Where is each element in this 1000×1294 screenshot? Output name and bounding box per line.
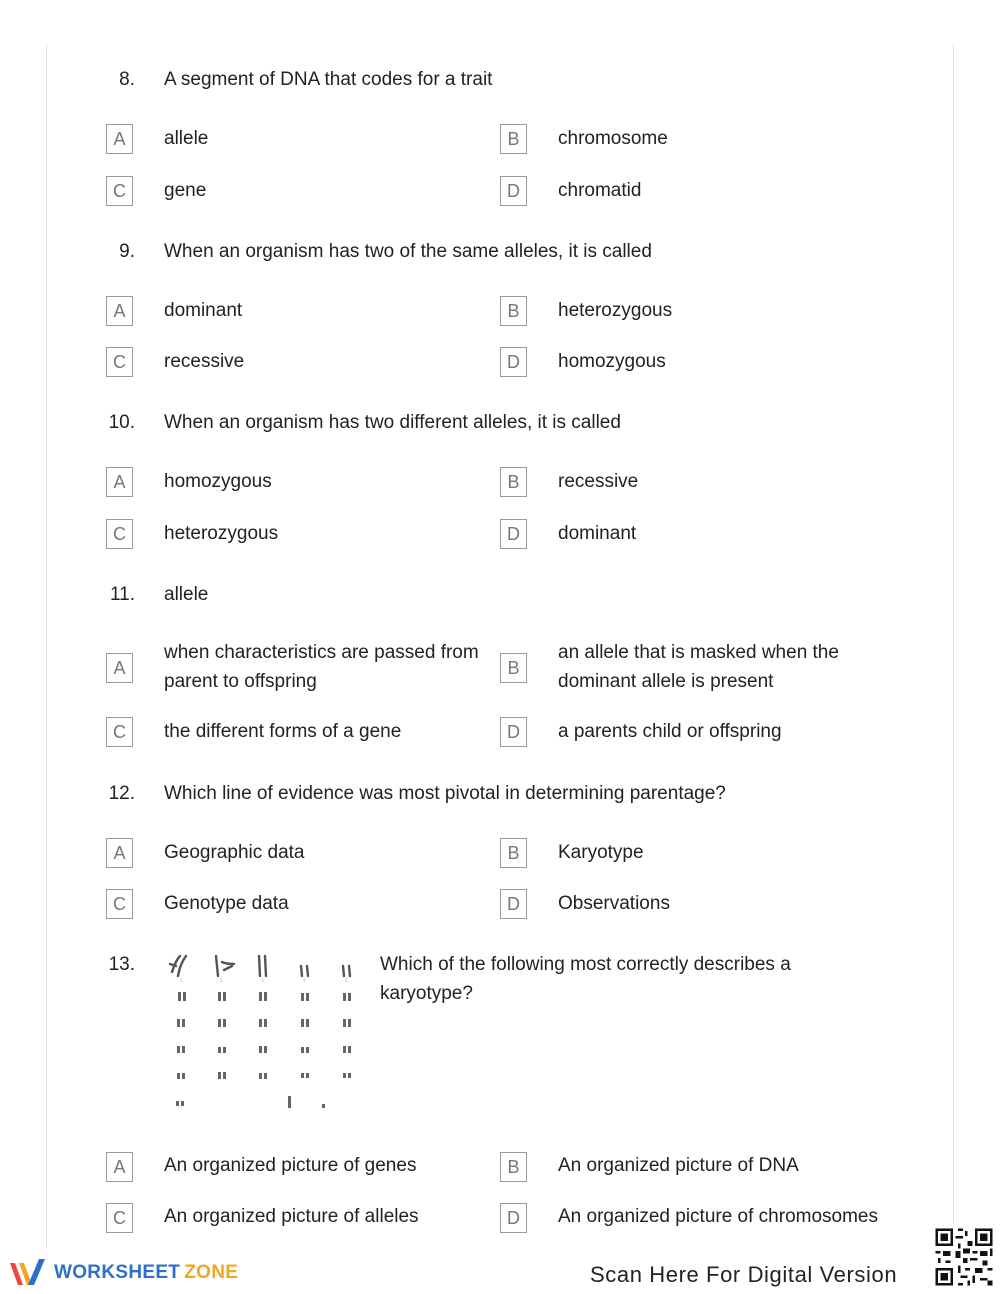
question-number: 8.: [119, 69, 135, 90]
option-c-box[interactable]: C: [106, 1203, 133, 1233]
option-d-box[interactable]: D: [500, 889, 527, 919]
qr-code-icon[interactable]: [933, 1226, 995, 1288]
option-b-box[interactable]: B: [500, 1152, 527, 1182]
question-text: When an organism has two of the same alleles, it is called: [164, 241, 652, 262]
option-c-text: An organized picture of alleles: [164, 1206, 419, 1227]
option-d-box[interactable]: D: [500, 519, 527, 549]
option-d-text: a parents child or offspring: [558, 721, 782, 742]
question-text: Which line of evidence was most pivotal in determining parentage?: [164, 783, 726, 804]
scan-caption: Scan Here For Digital Version: [590, 1262, 898, 1287]
option-b-line2: dominant allele is present: [558, 671, 774, 692]
option-a-box[interactable]: A: [106, 296, 133, 326]
option-d-text: homozygous: [558, 351, 666, 372]
option-c-text: the different forms of a gene: [164, 721, 402, 742]
svg-text:4: 4: [303, 978, 306, 983]
option-a-box[interactable]: A: [106, 838, 133, 868]
option-a-box[interactable]: A: [106, 467, 133, 497]
option-c-text: recessive: [164, 351, 245, 372]
option-b-text: heterozygous: [558, 300, 673, 321]
option-a-text: [164, 638, 479, 696]
worksheetzone-logo-icon: [8, 1255, 48, 1291]
logo-word-zone: ZONE: [184, 1262, 239, 1283]
page-border-left: [46, 44, 47, 1249]
question-number: 13.: [108, 954, 135, 975]
svg-text:2: 2: [220, 978, 223, 983]
question-text: A segment of DNA that codes for a trait: [164, 69, 493, 90]
option-b-text: An organized picture of DNA: [558, 1155, 799, 1176]
option-a-line2: parent to offspring: [164, 671, 317, 692]
option-c-text: heterozygous: [164, 523, 279, 544]
question-text-line2: karyotype?: [380, 983, 473, 1004]
option-a-line1: when characteristics are passed from: [164, 642, 479, 663]
option-d-box[interactable]: D: [500, 176, 527, 206]
option-a-text: homozygous: [164, 471, 272, 492]
option-a-box[interactable]: A: [106, 1152, 133, 1182]
svg-text:3: 3: [261, 978, 264, 983]
svg-text:5: 5: [345, 978, 348, 983]
option-a-text: An organized picture of genes: [164, 1155, 417, 1176]
question-text: When an organism has two different alleles, it is called: [164, 412, 621, 433]
option-d-text: chromatid: [558, 180, 642, 201]
option-d-box[interactable]: D: [500, 1203, 527, 1233]
option-a-text: dominant: [164, 300, 243, 321]
option-b-box[interactable]: B: [500, 838, 527, 868]
option-b-box[interactable]: B: [500, 124, 527, 154]
option-a-box[interactable]: A: [106, 124, 133, 154]
option-b-box[interactable]: B: [500, 296, 527, 326]
option-a-box[interactable]: A: [106, 653, 133, 683]
option-c-text: gene: [164, 180, 207, 201]
option-d-text: Observations: [558, 893, 670, 914]
option-b-text: chromosome: [558, 128, 668, 149]
question-number: 12.: [108, 783, 135, 804]
question-number: 10.: [108, 412, 135, 433]
option-c-box[interactable]: C: [106, 347, 133, 377]
question-number: 11.: [109, 584, 135, 605]
option-c-box[interactable]: C: [106, 717, 133, 747]
option-b-line1: an allele that is masked when the: [558, 642, 839, 663]
option-b-text: recessive: [558, 471, 639, 492]
question-text: allele: [164, 584, 209, 605]
logo-wordmark: [54, 1262, 238, 1284]
option-d-box[interactable]: D: [500, 717, 527, 747]
option-c-text: Genotype data: [164, 893, 289, 914]
worksheetzone-logo[interactable]: [8, 1255, 238, 1291]
option-b-box[interactable]: B: [500, 467, 527, 497]
option-b-text: Karyotype: [558, 842, 644, 863]
logo-word-worksheet: WORKSHEET: [54, 1262, 181, 1283]
question-text: [380, 950, 791, 1008]
option-b-box[interactable]: B: [500, 653, 527, 683]
question-number: 9.: [119, 241, 135, 262]
option-b-text: [558, 638, 839, 696]
option-c-box[interactable]: C: [106, 889, 133, 919]
question-text-line1: Which of the following most correctly describes a: [380, 954, 791, 975]
option-d-text: dominant: [558, 523, 637, 544]
option-d-text: An organized picture of chromosomes: [558, 1206, 878, 1227]
page-border-right: [953, 44, 954, 1224]
option-c-box[interactable]: C: [106, 176, 133, 206]
option-d-box[interactable]: D: [500, 347, 527, 377]
svg-text:1: 1: [180, 978, 183, 983]
option-a-text: Geographic data: [164, 842, 305, 863]
karyotype-image: [164, 952, 364, 1122]
option-a-text: allele: [164, 128, 209, 149]
option-c-box[interactable]: C: [106, 519, 133, 549]
